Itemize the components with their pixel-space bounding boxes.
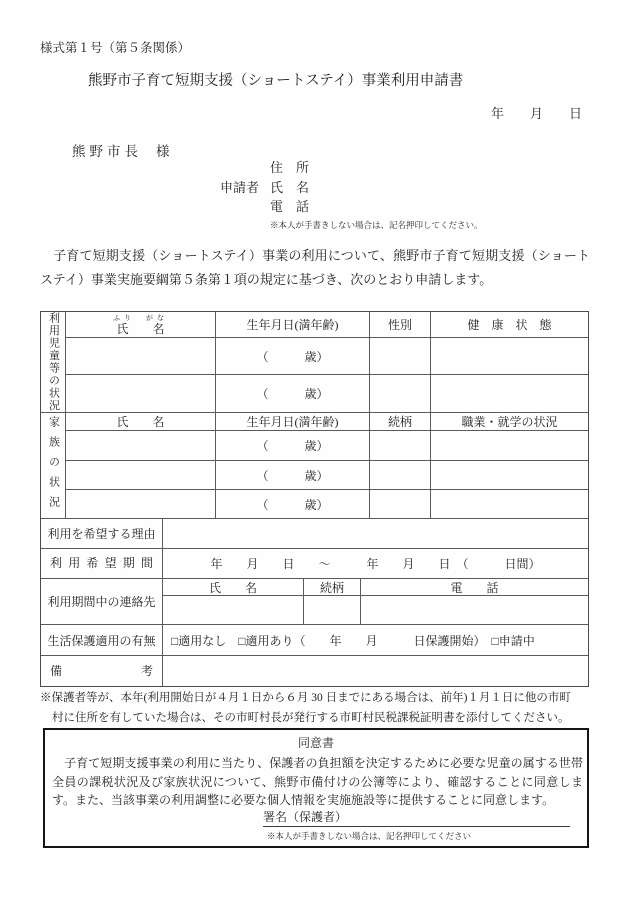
family-row3-occupation-cell: [431, 490, 588, 519]
reason-label: 利用を希望する理由: [47, 527, 156, 541]
age-placeholder: （ 歳）: [256, 387, 329, 401]
remarks-value-cell: [163, 656, 588, 686]
page-title: 熊野市子育て短期支援（ショートステイ）事業利用申請書: [88, 73, 464, 89]
period-label-cell: [41, 549, 163, 579]
period-value-cell: [163, 549, 588, 579]
remarks-label-cell: [41, 656, 163, 686]
reason-value-cell: [163, 519, 588, 549]
children-health-header: 健 康 状 態: [467, 318, 552, 332]
welfare-row: [41, 625, 588, 656]
signature-seal-note: ※本人が手書きしない場合は、記名押印してください: [267, 831, 472, 841]
welfare-label-cell: [41, 625, 163, 656]
children-sex-header: 性別: [387, 318, 412, 332]
children-row1-name-cell: [66, 338, 216, 375]
addressee-honorific: 様: [156, 144, 174, 159]
children-row1-age-cell: [216, 338, 370, 375]
children-row2-sex-cell: [370, 375, 431, 413]
period-row: [41, 549, 588, 579]
consent-box: [43, 728, 589, 848]
contact-phone-value-cell: [361, 596, 588, 625]
attachment-note-line1: ※保護者等が、本年(利用開始日が４月１日から６月 30 日までにある場合は、前年)１月１日に他の市町: [40, 692, 571, 704]
age-placeholder: （ 歳）: [256, 468, 329, 483]
family-name-header: 氏 名: [116, 415, 165, 429]
welfare-value-cell: [163, 625, 588, 656]
family-row3-relation-cell: [370, 490, 431, 519]
family-row1-relation-cell: [370, 431, 431, 461]
family-name-header-cell: [66, 413, 216, 431]
children-section-label: 利用児童等の状況: [47, 312, 60, 412]
contact-subtable: [163, 579, 588, 625]
family-occupation-header: 職業・就学の状況: [461, 415, 558, 429]
family-row2-name-cell: [66, 461, 216, 490]
date-line: 年 月 日: [490, 106, 582, 121]
applicant-phone-label: 電 話: [270, 199, 310, 214]
applicant-name-label: 氏 名: [270, 179, 310, 195]
reason-label-cell: [41, 519, 163, 549]
children-section: [41, 312, 588, 413]
family-relation-header: 続柄: [387, 415, 412, 429]
family-row2-relation-cell: [370, 461, 431, 490]
children-row1-health-cell: [431, 338, 588, 375]
family-occupation-header-cell: [431, 413, 588, 431]
remarks-row: [41, 656, 588, 686]
applicant-block: [220, 158, 309, 217]
contact-phone-header: 電 話: [450, 580, 499, 595]
family-row1-occupation-cell: [431, 431, 588, 461]
children-sex-header-cell: [370, 312, 431, 338]
applicant-address-row: [220, 158, 309, 178]
children-row2-age-cell: [216, 375, 370, 413]
age-placeholder: （ 歳）: [256, 497, 329, 512]
contact-label: 利用期間中の連絡先: [47, 595, 156, 609]
age-placeholder: （ 歳）: [256, 349, 329, 364]
children-health-header-cell: [431, 312, 588, 338]
remarks-label: 備 考: [50, 663, 153, 678]
age-placeholder: （ 歳）: [256, 439, 329, 453]
applicant-label: 申請者: [220, 179, 260, 195]
family-row3-name-cell: [66, 490, 216, 519]
reason-row: [41, 519, 588, 549]
family-row2-age-cell: [216, 461, 370, 490]
signature-line: 署名（保護者）: [263, 810, 570, 827]
applicant-name-row: [220, 178, 309, 198]
consent-body: 子育て短期支援事業の利用に当たり、保護者の負担額を決定するために必要な児童の属する世帯全員の課税状況及び家族状況について、熊野市備付けの公簿等により、確認することに同意します。また、当該事業の利用調整に必要な個人情報を実施施設等に提供することに同意します。: [52, 756, 583, 807]
seal-note: ※本人が手書きしない場合は、記名押印してください。: [270, 220, 483, 230]
children-section-label-cell: [41, 312, 66, 413]
contact-relation-value-cell: [304, 596, 361, 625]
contact-label-cell: [41, 579, 163, 625]
contact-name-header-cell: [163, 579, 304, 596]
family-row1-age-cell: [216, 431, 370, 461]
children-dob-header: 生年月日(満年齢): [246, 318, 339, 332]
welfare-options: □適用なし □適用あり（ 年 月 日保護開始） □申請中: [171, 633, 535, 648]
period-label: 利 用 希 望 期 間: [50, 556, 153, 570]
application-table: [40, 311, 589, 687]
family-row3-age-cell: [216, 490, 370, 519]
attachment-note-line2: 村に住所を有していた場合は、その市町村長が発行する市町村民税課税証明書を添付してください。: [52, 712, 570, 724]
contact-row: [41, 579, 588, 625]
family-row2-occupation-cell: [431, 461, 588, 490]
consent-title: 同意書: [297, 736, 334, 750]
children-row2-health-cell: [431, 375, 588, 413]
applicant-address-label: 住 所: [270, 160, 310, 175]
welfare-label: 生活保護適用の有無: [47, 633, 156, 648]
children-name-header-cell: [66, 312, 216, 338]
children-row1-sex-cell: [370, 338, 431, 375]
contact-name-header: 氏 名: [208, 580, 257, 595]
contact-relation-header-cell: [304, 579, 361, 596]
addressee-name: 熊野市長: [72, 144, 142, 159]
addressee-line: [72, 140, 174, 160]
family-dob-header: 生年月日(満年齢): [246, 415, 339, 429]
intro-paragraph: 子育て短期支援（ショートステイ）事業の利用について、熊野市子育て短期支援（ショートステイ）事業実施要綱第５条第１項の規定に基づき、次のとおり申請します。: [40, 248, 590, 287]
family-row1-name-cell: [66, 431, 216, 461]
period-value: 年 月 日 ～ 年 月 日 （ 日間）: [210, 557, 541, 571]
children-name-header: 氏 名: [116, 322, 165, 336]
family-section-label: 家族の状況: [47, 415, 60, 516]
family-section: [41, 413, 588, 519]
children-dob-header-cell: [216, 312, 370, 338]
family-dob-header-cell: [216, 413, 370, 431]
contact-name-value-cell: [163, 596, 304, 625]
contact-relation-header: 続柄: [319, 580, 344, 595]
family-section-label-cell: [41, 413, 66, 519]
contact-phone-header-cell: [361, 579, 588, 596]
applicant-phone-row: [220, 197, 309, 217]
form-number: 様式第１号（第５条関係）: [40, 41, 191, 55]
children-row2-name-cell: [66, 375, 216, 413]
children-furigana-label: ふり がな: [113, 314, 168, 322]
family-relation-header-cell: [370, 413, 431, 431]
